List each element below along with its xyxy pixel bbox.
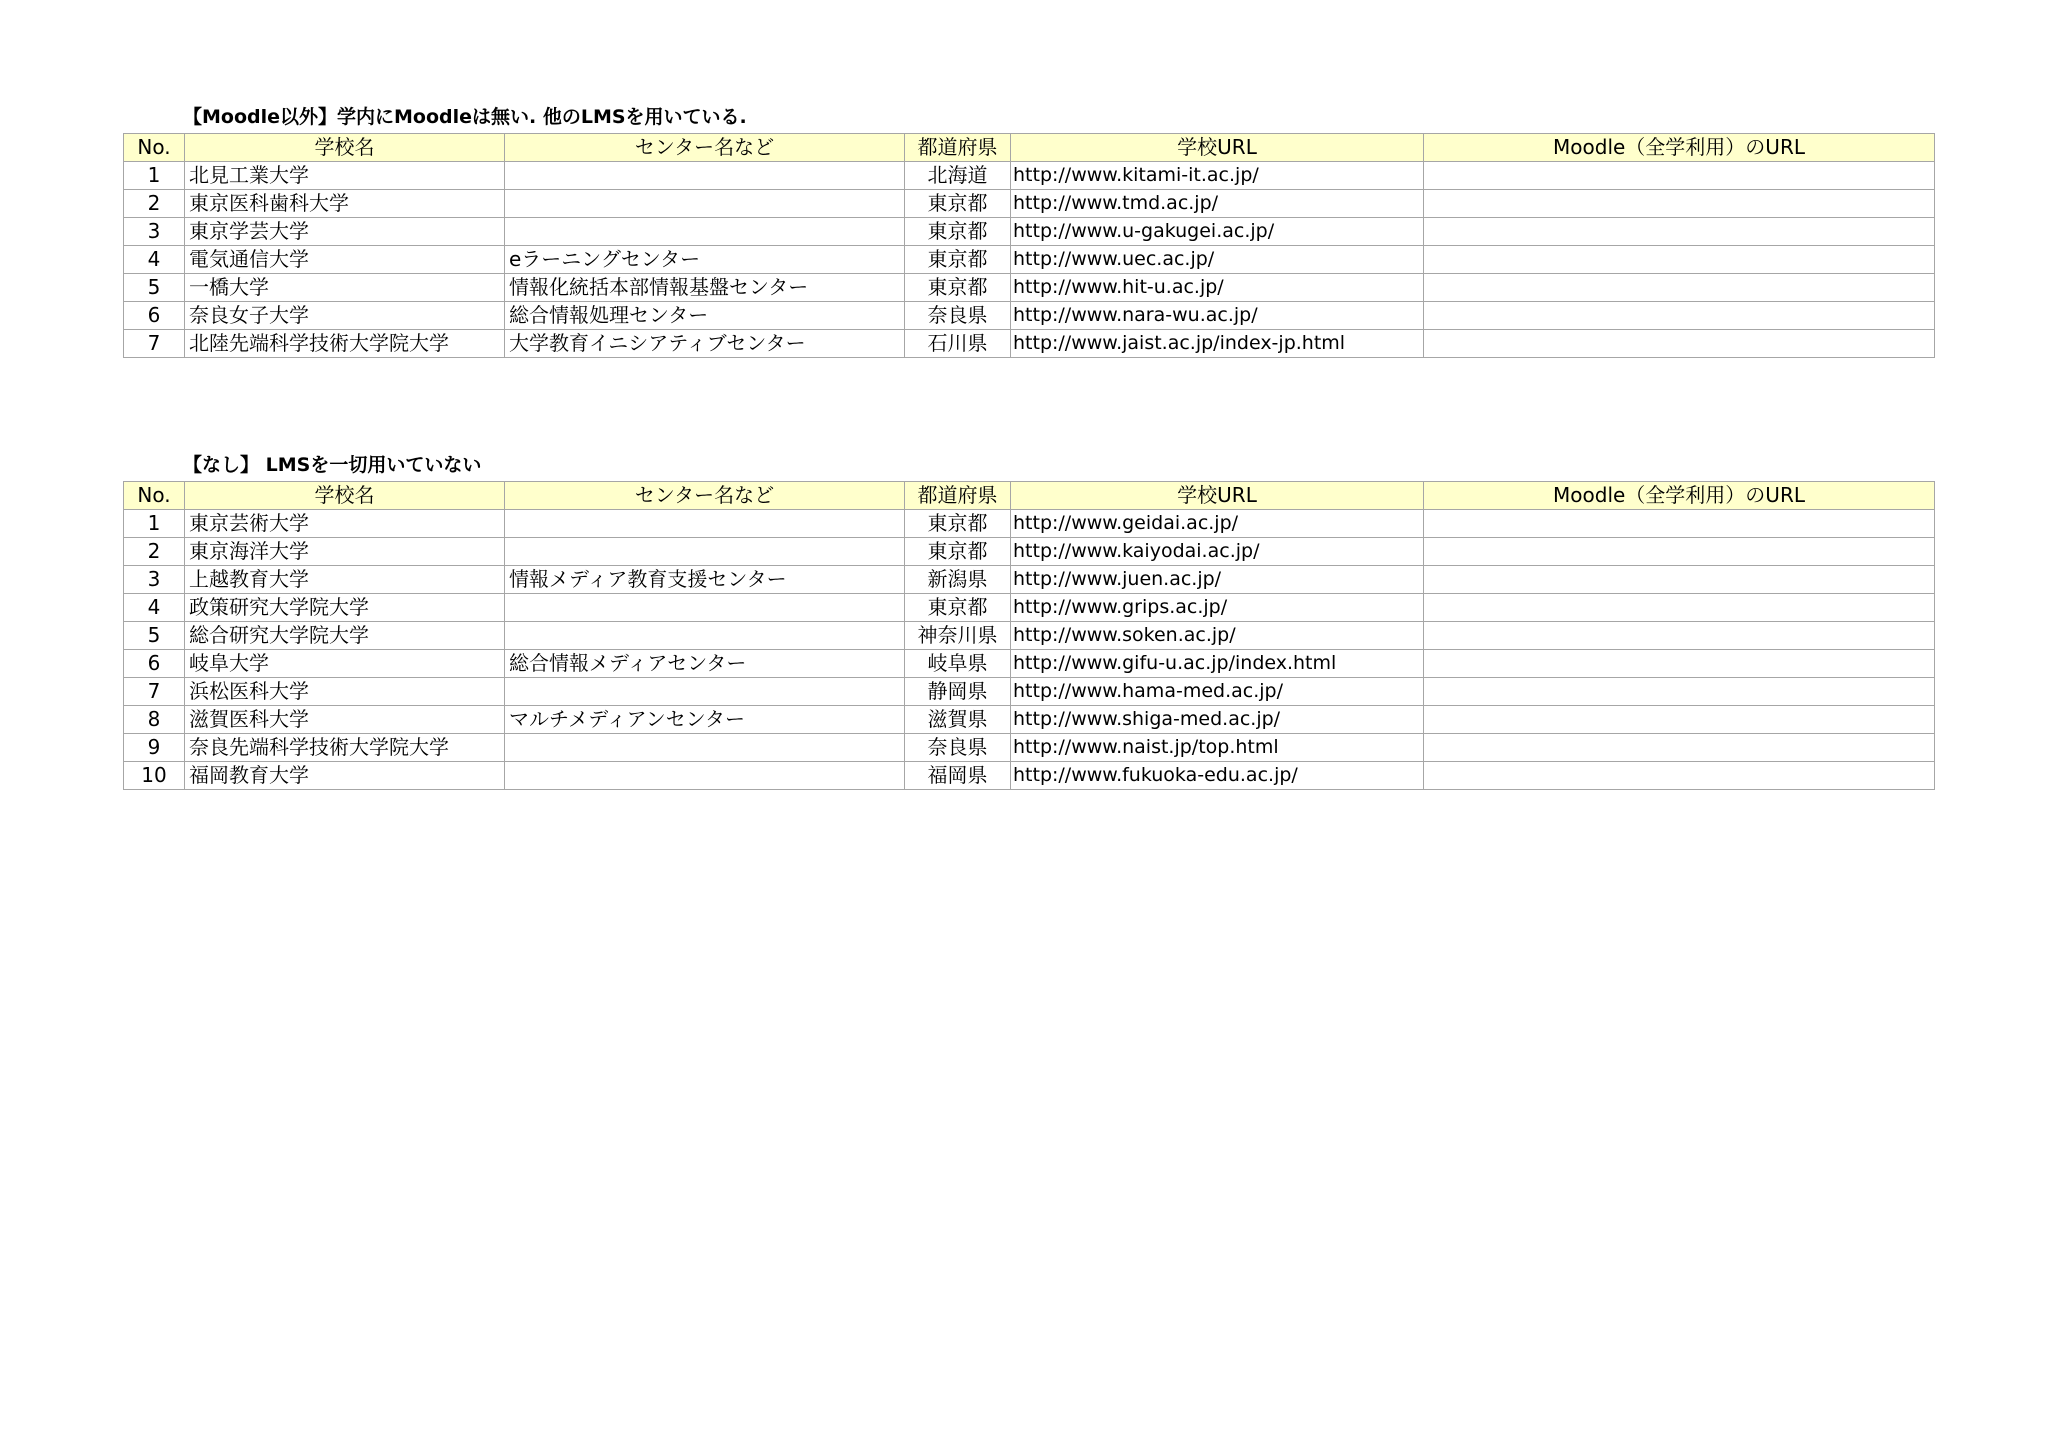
table-row [124,218,1935,246]
prefecture: 東京都 [905,218,1011,246]
prefecture: 岐阜県 [905,650,1011,678]
prefecture: 東京都 [905,538,1011,566]
table-row [124,274,1935,302]
prefecture: 奈良県 [905,734,1011,762]
prefecture: 奈良県 [905,302,1011,330]
row-number: 10 [124,762,185,790]
row-number: 3 [124,218,185,246]
center-name: 情報メディア教育支援センター [505,566,905,594]
center-name [505,218,905,246]
prefecture: 東京都 [905,594,1011,622]
table-row [124,538,1935,566]
col-center-header: センター名など [505,134,905,162]
center-name [505,762,905,790]
school-url[interactable]: http://www.kaiyodai.ac.jp/ [1011,538,1424,566]
school-url[interactable]: http://www.shiga-med.ac.jp/ [1011,706,1424,734]
row-number: 5 [124,274,185,302]
school-name: 電気通信大学 [185,246,505,274]
header-row [124,482,1935,510]
col-school-header: 学校名 [185,482,505,510]
header-row [124,134,1935,162]
center-name [505,162,905,190]
school-url[interactable]: http://www.hit-u.ac.jp/ [1011,274,1424,302]
table-row [124,246,1935,274]
center-name [505,594,905,622]
row-number: 2 [124,190,185,218]
school-url[interactable]: http://www.jaist.ac.jp/index-jp.html [1011,330,1424,358]
row-number: 1 [124,162,185,190]
table-row [124,650,1935,678]
center-name [505,622,905,650]
moodle-url [1424,538,1935,566]
col-pref-header: 都道府県 [905,482,1011,510]
col-url-header: 学校URL [1011,134,1424,162]
moodle-url [1424,594,1935,622]
moodle-url [1424,678,1935,706]
moodle-url [1424,762,1935,790]
school-name: 一橋大学 [185,274,505,302]
school-name: 滋賀医科大学 [185,706,505,734]
moodle-url [1424,566,1935,594]
row-number: 9 [124,734,185,762]
table-row [124,510,1935,538]
table-row [124,622,1935,650]
col-no-header: No. [124,482,185,510]
moodle-url [1424,706,1935,734]
table-row [124,302,1935,330]
prefecture: 静岡県 [905,678,1011,706]
center-name [505,190,905,218]
school-url[interactable]: http://www.uec.ac.jp/ [1011,246,1424,274]
prefecture: 神奈川県 [905,622,1011,650]
moodle-url [1424,162,1935,190]
school-table [123,481,1935,790]
col-pref-header: 都道府県 [905,134,1011,162]
section-title: 【Moodle以外】学内にMoodleは無い. 他のLMSを用いている. [183,106,747,128]
center-name [505,734,905,762]
section-title: 【なし】 LMSを一切用いていない [183,454,482,476]
prefecture: 福岡県 [905,762,1011,790]
col-no-header: No. [124,134,185,162]
school-url[interactable]: http://www.kitami-it.ac.jp/ [1011,162,1424,190]
school-name: 北陸先端科学技術大学院大学 [185,330,505,358]
row-number: 4 [124,246,185,274]
row-number: 3 [124,566,185,594]
center-name: 総合情報メディアセンター [505,650,905,678]
col-center-header: センター名など [505,482,905,510]
school-name: 総合研究大学院大学 [185,622,505,650]
school-table [123,133,1935,358]
moodle-url [1424,622,1935,650]
school-name: 岐阜大学 [185,650,505,678]
moodle-url [1424,650,1935,678]
moodle-url [1424,510,1935,538]
prefecture: 北海道 [905,162,1011,190]
moodle-url [1424,274,1935,302]
table-row [124,330,1935,358]
col-moodle-header: Moodle（全学利用）のURL [1424,482,1935,510]
center-name [505,510,905,538]
row-number: 5 [124,622,185,650]
prefecture: 石川県 [905,330,1011,358]
school-name: 浜松医科大学 [185,678,505,706]
table-row [124,734,1935,762]
moodle-url [1424,218,1935,246]
school-url[interactable]: http://www.gifu-u.ac.jp/index.html [1011,650,1424,678]
school-url[interactable]: http://www.naist.jp/top.html [1011,734,1424,762]
table-row [124,762,1935,790]
table-row [124,162,1935,190]
row-number: 7 [124,330,185,358]
school-name: 東京医科歯科大学 [185,190,505,218]
school-url[interactable]: http://www.nara-wu.ac.jp/ [1011,302,1424,330]
school-url[interactable]: http://www.grips.ac.jp/ [1011,594,1424,622]
school-name: 北見工業大学 [185,162,505,190]
school-url[interactable]: http://www.u-gakugei.ac.jp/ [1011,218,1424,246]
moodle-url [1424,734,1935,762]
center-name: 大学教育イニシアティブセンター [505,330,905,358]
prefecture: 東京都 [905,510,1011,538]
center-name [505,678,905,706]
prefecture: 東京都 [905,246,1011,274]
prefecture: 滋賀県 [905,706,1011,734]
row-number: 6 [124,302,185,330]
school-url[interactable]: http://www.fukuoka-edu.ac.jp/ [1011,762,1424,790]
school-name: 奈良女子大学 [185,302,505,330]
row-number: 7 [124,678,185,706]
row-number: 8 [124,706,185,734]
table-row [124,706,1935,734]
center-name: マルチメディアンセンター [505,706,905,734]
prefecture: 新潟県 [905,566,1011,594]
prefecture: 東京都 [905,190,1011,218]
school-name: 奈良先端科学技術大学院大学 [185,734,505,762]
moodle-url [1424,190,1935,218]
table-row [124,678,1935,706]
school-url[interactable]: http://www.tmd.ac.jp/ [1011,190,1424,218]
row-number: 4 [124,594,185,622]
school-name: 福岡教育大学 [185,762,505,790]
moodle-url [1424,246,1935,274]
school-url[interactable]: http://www.geidai.ac.jp/ [1011,510,1424,538]
school-name: 東京学芸大学 [185,218,505,246]
school-name: 東京海洋大学 [185,538,505,566]
school-name: 政策研究大学院大学 [185,594,505,622]
school-url[interactable]: http://www.soken.ac.jp/ [1011,622,1424,650]
table-row [124,190,1935,218]
center-name: 総合情報処理センター [505,302,905,330]
school-name: 東京芸術大学 [185,510,505,538]
table-row [124,566,1935,594]
prefecture: 東京都 [905,274,1011,302]
row-number: 2 [124,538,185,566]
school-url[interactable]: http://www.juen.ac.jp/ [1011,566,1424,594]
center-name: eラーニングセンター [505,246,905,274]
school-name: 上越教育大学 [185,566,505,594]
center-name [505,538,905,566]
col-url-header: 学校URL [1011,482,1424,510]
center-name: 情報化統括本部情報基盤センター [505,274,905,302]
col-school-header: 学校名 [185,134,505,162]
table-row [124,594,1935,622]
moodle-url [1424,330,1935,358]
row-number: 6 [124,650,185,678]
school-url[interactable]: http://www.hama-med.ac.jp/ [1011,678,1424,706]
moodle-url [1424,302,1935,330]
col-moodle-header: Moodle（全学利用）のURL [1424,134,1935,162]
row-number: 1 [124,510,185,538]
